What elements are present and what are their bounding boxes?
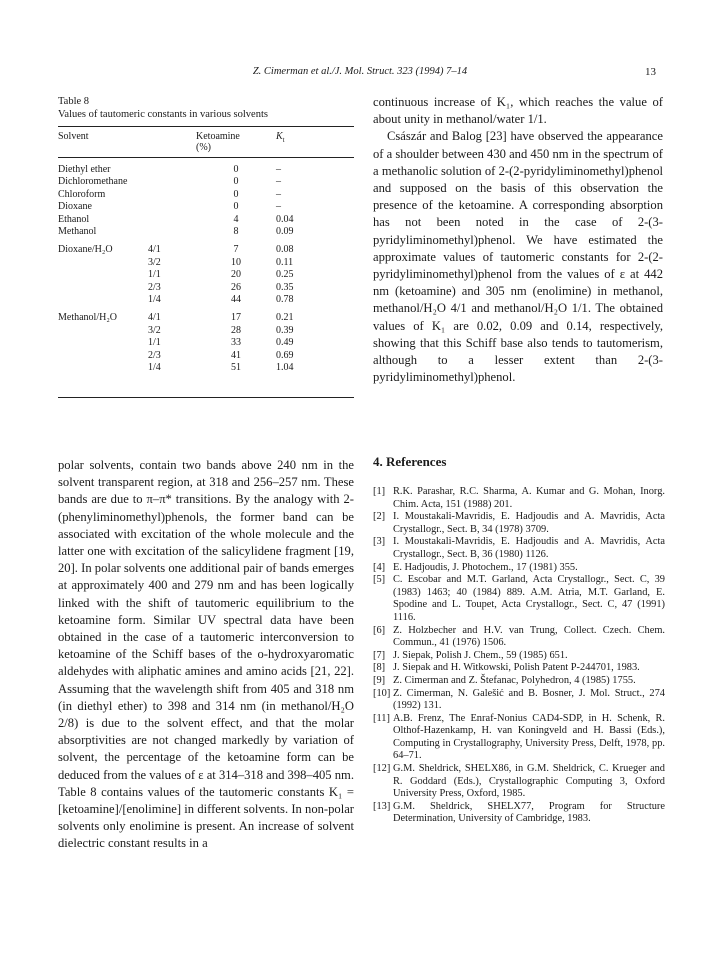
reference-number: [9] (373, 674, 386, 686)
cell-ketoamine: 0 (233, 188, 239, 200)
cell-k: – (276, 176, 281, 188)
cell-ratio (148, 226, 196, 238)
table-row (58, 325, 354, 337)
cell-solvent (58, 325, 148, 337)
cell-k: 0.78 (276, 294, 294, 306)
references-list (373, 486, 665, 826)
header-ketoamine: Ketoamine (%) (196, 131, 240, 153)
reference-number: [1] (373, 486, 386, 497)
table-row (58, 350, 354, 362)
table-row (58, 189, 354, 201)
cell-k: – (276, 164, 281, 175)
reference-number: [4] (373, 561, 386, 573)
cell-ketoamine: 0 (233, 176, 239, 188)
cell-ratio: 3/2 (148, 256, 161, 268)
reference-text: Z. Cimerman and Z. Štefanac, Polyhedron, 4 (1985) 1755. (393, 674, 636, 686)
cell-ketoamine: 10 (231, 256, 241, 268)
cell-solvent (58, 294, 148, 306)
table-row (58, 176, 354, 188)
reference-number: [7] (373, 649, 386, 661)
reference-item (373, 688, 665, 713)
cell-k: 0.08 (276, 244, 294, 256)
cell-ratio: 1/4 (148, 362, 161, 374)
cell-ketoamine: 4 (233, 213, 239, 225)
reference-text: G.M. Sheldrick, SHELX77, Program for Structure Determination, University of Cambridge, 1983. (393, 800, 665, 825)
paragraph: continuous increase of K₁, which reaches the value of about unity in methanol/water 1/1. (373, 95, 663, 127)
table-bottom-rule (58, 397, 354, 398)
reference-number: [6] (373, 624, 386, 636)
cell-ketoamine: 8 (233, 226, 239, 238)
reference-text: Z. Cimerman, N. Galešić and B. Bosner, J. Mol. Struct., 274 (1992) 131. (393, 687, 665, 712)
page-number: 13 (645, 66, 656, 78)
cell-ratio: 1/1 (148, 337, 161, 349)
cell-ketoamine: 33 (231, 337, 241, 349)
table-row (58, 269, 354, 281)
cell-k: – (276, 201, 281, 213)
reference-item (373, 675, 665, 688)
cell-solvent: Diethyl ether (58, 164, 111, 175)
cell-ratio: 4/1 (148, 244, 161, 256)
cell-solvent (58, 362, 148, 374)
cell-solvent: Dioxane (58, 201, 92, 213)
reference-text: I. Moustakali-Mavridis, E. Hadjoudis and A. Mavridis, Acta Crystallogr., Sect. B, 34 (1978) 3709. (393, 511, 665, 535)
cell-solvent (58, 282, 148, 294)
cell-solvent: Chloroform (58, 188, 106, 200)
reference-text: J. Siepak and H. Witkowski, Polish Patent P-244701, 1983. (393, 662, 640, 674)
cell-ratio: 2/3 (148, 349, 161, 361)
cell-ketoamine: 20 (231, 269, 241, 281)
table-row (58, 282, 354, 294)
table-row (58, 244, 354, 256)
reference-number: [12] (373, 763, 391, 775)
reference-number: [8] (373, 662, 386, 674)
reference-text: I. Moustakali-Mavridis, E. Hadjoudis and A. Mavridis, Acta Crystallogr., Sect. B, 36 (1980) 1126. (393, 536, 665, 560)
reference-number: [2] (373, 511, 386, 523)
cell-ketoamine: 51 (231, 362, 241, 374)
reference-item (373, 511, 665, 536)
reference-item (373, 763, 665, 801)
reference-number: [10] (373, 687, 391, 699)
cell-k: 0.39 (276, 324, 294, 336)
table-row (58, 257, 354, 269)
table-label: Table 8 (58, 96, 90, 107)
header-k: $K_t$ (276, 131, 285, 144)
cell-k: 0.04 (276, 213, 294, 225)
cell-k: 0.49 (276, 337, 294, 349)
cell-k: 0.21 (276, 312, 294, 324)
reference-text: A.B. Frenz, The Enraf-Nonius CAD4-SDP, in H. Schenk, R. Olthof-Hazenkamp, H. van Koningveld and H. Bassi (Eds.), Computing in Crystallography, University Press, Delft, 1978, pp. 64–71. (393, 712, 665, 762)
cell-solvent: Ethanol (58, 213, 90, 225)
cell-solvent (58, 269, 148, 281)
right-column-text (373, 94, 663, 386)
reference-text: C. Escobar and M.T. Garland, Acta Crystallogr., Sect. C, 39 (1983) 1463; 40 (1984) 889. A.M. Atria, M.T. Garland, E. Spodine and L. Toupet, Acta Crystallogr., Sect. C, 47 (1991) 1116. (393, 574, 665, 623)
reference-item (373, 574, 665, 624)
cell-ratio (148, 164, 196, 176)
reference-item (373, 801, 665, 826)
cell-solvent: Dioxane/H₂O (58, 244, 113, 256)
cell-k: 0.35 (276, 281, 294, 293)
table-row (58, 214, 354, 226)
cell-ratio (148, 214, 196, 226)
cell-ketoamine: 41 (231, 349, 241, 361)
reference-text: J. Siepak, Polish J. Chem., 59 (1985) 651. (393, 649, 568, 661)
header-solvent: Solvent (58, 131, 89, 142)
cell-ratio: 1/1 (148, 269, 161, 281)
cell-solvent: Methanol/H₂O (58, 312, 118, 324)
cell-ketoamine: 28 (231, 324, 241, 336)
cell-ratio: 4/1 (148, 312, 161, 324)
cell-ratio: 3/2 (148, 324, 161, 336)
table-8 (58, 96, 354, 398)
reference-text: G.M. Sheldrick, SHELX86, in G.M. Sheldrick, C. Krueger and R. Goddard (Eds.), Crystallographic Computing 3, Oxford University Press, Oxford, 1985. (393, 763, 665, 800)
references-heading: 4. References (373, 454, 447, 469)
cell-ketoamine: 26 (231, 281, 241, 293)
cell-solvent: Methanol (58, 226, 97, 238)
table-body (58, 164, 354, 375)
table-header-rule (58, 157, 354, 158)
cell-ketoamine: 0 (233, 164, 239, 175)
table-top-rule (58, 126, 354, 127)
reference-number: [5] (373, 574, 386, 586)
reference-text: Z. Holzbecher and H.V. van Trung, Collect. Czech. Chem. Commun., 41 (1976) 1506. (393, 624, 665, 649)
cell-ketoamine: 44 (231, 294, 241, 306)
table-row (58, 226, 354, 238)
reference-number: [13] (373, 800, 391, 812)
cell-ketoamine: 17 (231, 312, 241, 324)
cell-k: 0.25 (276, 269, 294, 281)
reference-item (373, 536, 665, 561)
paragraph: polar solvents, contain two bands above 240 nm in the solvent transparent region, at 318 and 256–257 nm. These bands are due to π–π* transitions. By the analogy with 2-(phenyliminomethyl)phenols, the former band can be associated with excitation of the whole molecule and the latter one with excitation of the salicylidene fragment [19, 20]. In polar solvents one additional pair of bands emerges at approximately 400 and 279 nm and has been logically linked with the shift of tautomeric equilibrium to the ketoamine form. Similar UV spectral data have been obtained in the case of a tautomeric interconversion to ketoamine of the Schiff bases of the o-hydroxyaromatic aldehydes with aliphatic amines and amino acids [21, 22]. Assuming that the wavelength shift from 405 and 318 nm (in diethyl ether) to 398 and 314 nm (in methanol/H₂O 2/8) is due to the solvent effect, and that the molar absorptivities are not changed markedly by variation of solvent, the percentage of the ketoamine form can be deduced from the values of ε at 314–318 and 398–405 nm. Table 8 contains values of the tautomeric constants K₁ = [ketoamine]/[enolimine] in different solvents. In non-polar solvents only enolimine is present. An increase of solvent dielectric constant results in a (58, 458, 354, 851)
cell-solvent (58, 350, 148, 362)
table-row (58, 294, 354, 306)
cell-k: 0.11 (276, 256, 294, 268)
reference-item (373, 562, 665, 575)
cell-k: – (276, 188, 281, 200)
left-column-text (58, 457, 354, 853)
table-row (58, 201, 354, 213)
table-row (58, 337, 354, 349)
cell-k: 0.09 (276, 226, 294, 238)
cell-k: 1.04 (276, 362, 294, 374)
cell-ratio (148, 176, 196, 188)
table-caption: Values of tautomeric constants in various solvents (58, 109, 268, 120)
cell-ratio (148, 189, 196, 201)
reference-item (373, 650, 665, 663)
reference-item (373, 486, 665, 511)
paragraph: Császár and Balog [23] have observed the appearance of a shoulder between 430 and 450 nm in the spectrum of a methanolic solution of 2-(2-pyridyliminomethyl)phenol and supposed on the basis of this observation the presence of the ketoamine. A corresponding absorption has not been noted in the case of 2-(3-pyridyliminomethyl)phenol. We have estimated the approximate values of tautomeric constants for 2-(2-pyridyliminomethyl)phenol from the values of ε at 442 nm (ketoamine) and 305 nm (enolimine) in methanol, methanol/H₂O 4/1 and methanol/H₂O 1/1. The obtained values of K₁ are 0.02, 0.09 and 0.14, respectively, showing that this Schiff base also tends to tautomerism, although to a lesser extent than 2-(3-pyridyliminomethyl)phenol. (373, 129, 663, 385)
tautomeric-constants-table (58, 131, 354, 153)
reference-text: E. Hadjoudis, J. Photochem., 17 (1981) 355. (393, 561, 578, 573)
cell-solvent (58, 337, 148, 349)
reference-number: [11] (373, 712, 390, 724)
running-header: Z. Cimerman et al./J. Mol. Struct. 323 (1994) 7–14 (252, 66, 468, 77)
cell-solvent: Dichloromethane (58, 176, 128, 188)
cell-ratio: 2/3 (148, 281, 161, 293)
reference-item (373, 662, 665, 675)
reference-item (373, 625, 665, 650)
table-row (58, 362, 354, 374)
cell-ratio (148, 201, 196, 213)
cell-ketoamine: 0 (233, 201, 239, 213)
cell-ketoamine: 7 (233, 244, 239, 256)
table-row (58, 164, 354, 176)
cell-ratio: 1/4 (148, 294, 161, 306)
table-row (58, 312, 354, 324)
reference-item (373, 713, 665, 763)
cell-solvent (58, 257, 148, 269)
reference-text: R.K. Parashar, R.C. Sharma, A. Kumar and G. Mohan, Inorg. Chim. Acta, 151 (1988) 201. (393, 486, 665, 510)
reference-number: [3] (373, 536, 386, 548)
cell-k: 0.69 (276, 349, 294, 361)
